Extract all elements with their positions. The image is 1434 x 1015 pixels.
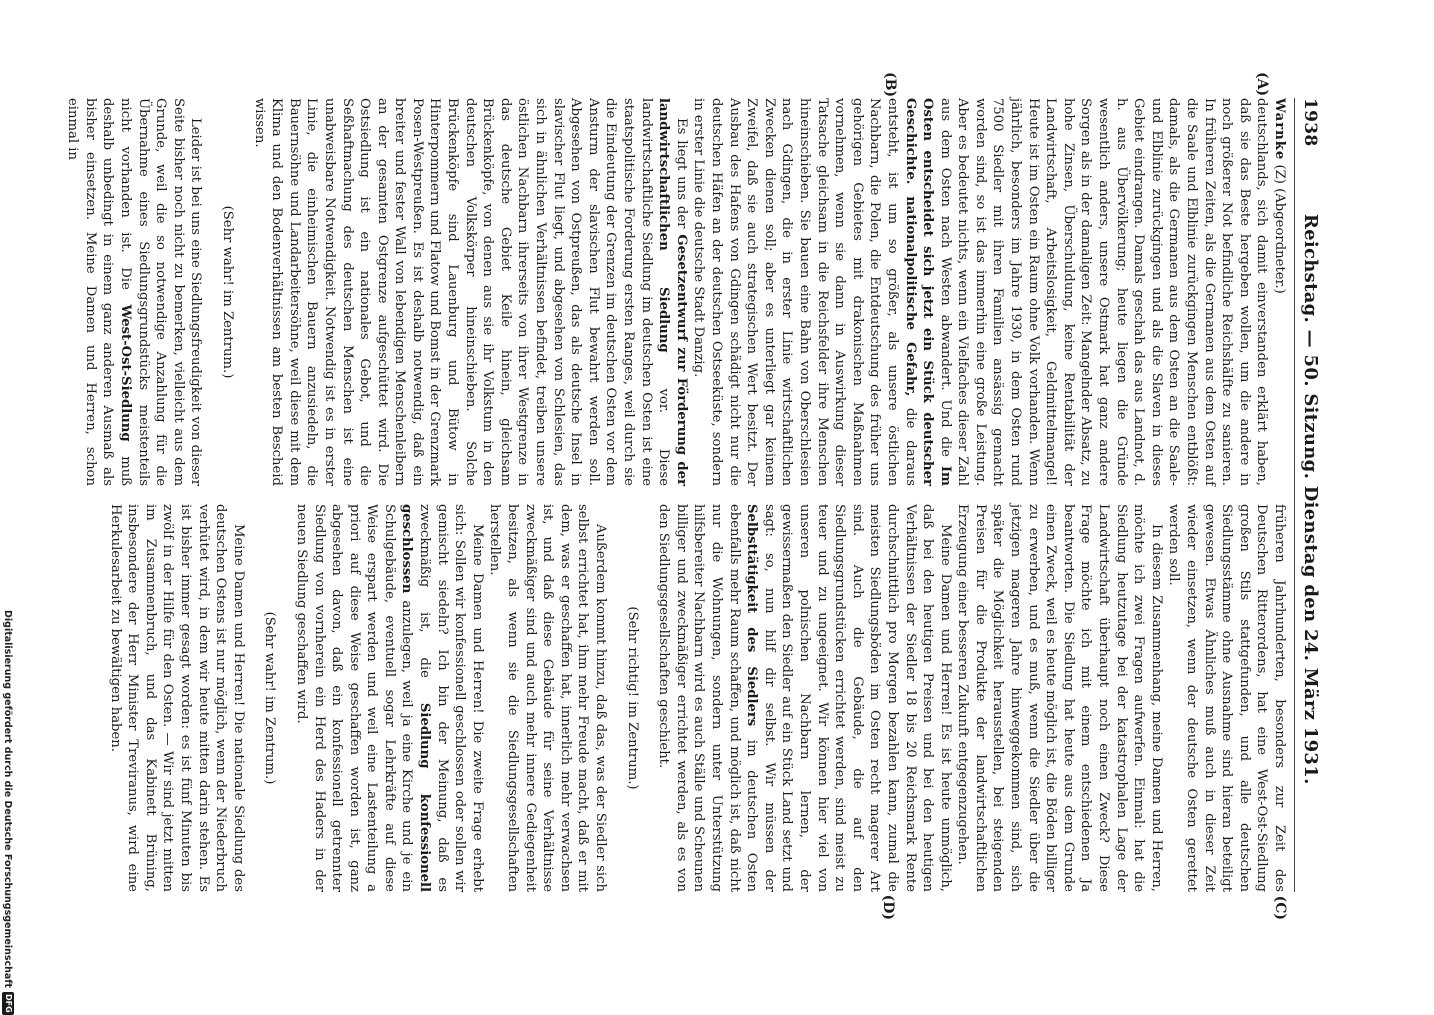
right-para3-text: Meine Damen und Herren! Es ist heute unmöglich, daß bei den heutigen Preisen und bei den heutigen Verhältnissen der Siedler 18 bis 20 Reichsmark Rente durchschnittlich pro Morgen bezahlen kann, zumal die meisten Siedlungsböden im Osten recht magerer Art sind. Auch die Gebäude, die auf den Siedlungsgrundstücken errichtet werden, sind meist zu teuer und zu ungeeignet. Wir können hier viel von unseren polnischen Nachbarn lernen, der gewissermaßen den Siedler auf ein Stück Land setzt und sagt: so, nun hilf dir selbst. Wir müssen der xyxy=(761,504,953,892)
left-bold-2: nationalpolitische Gefahr, xyxy=(902,196,918,397)
right-para5-intro: Meine Damen und Herren! Die zweite Frage erhebt sich: Sollen wir konfessionell geschlossen oder sollen wir gemischt siedeln? Ich bin der Meinung, daß es zweckmäßig ist, die xyxy=(417,504,485,892)
page-header xyxy=(1294,98,1321,892)
digitization-credit xyxy=(2,610,16,1013)
left-para1-text: deutschlands, sich damit einverstanden erklärt haben, daß sie das Beste hergeben wollen, um die andere in noch größerer Not befindliche Reichshälfte zu sanieren. In früheren Zeiten, als die Germanen aus dem Osten auf die Saale und Elblinie zurückgingen Menschen entblößt: damals, als die Germanen aus dem Osten an die Saale- und Elblinie zurückgingen und als die Slaven in dieses Gebiet eindrangen. Damals geschah das aus Landnot, d. h. aus Übervölkerung; heute liegen die Gründe wesentlich anders, unsere Ostmark hat ganz andere Sorgen als in der damaligen Zeit: Mangelnder Absatz, zu hohe Zinsen, Überschuldung, keine Rentabilität der Landwirtschaft, Arbeitslosigkeit, Geldmittelmangel! Heute ist im Osten ein Raum ohne Volk vorhanden. Wenn jährlich, besonders im Jahre 1930, in dem Osten rund 7500 Siedler mit ihren Familien ansässig gemacht worden sind, so ist das immerhin eine große Leistung. Aber es bedeutet nichts, wenn ein Vielfaches dieser Zahl aus dem Osten nach Westen abwandert. Und die xyxy=(937,98,1270,486)
text-columns xyxy=(64,72,1288,920)
left-para2-text: vor. Diese landwirtschaftliche Siedlung im deutschen Osten ist eine staatspolitische Forderung ersten Ranges, weil durch sie die Eindeutung der Grenzen im deutschen Osten vor dem Ansturm der slavischen Flut bewahrt werden soll. Abgesehen von Ostpreußen, das als deutsche Insel in slavischer Flut liegt, und abgesehen von Schlesien, das sich in ähnlichen Verhältnissen befindet, treiben unsere östlichen Nachbarn ihrerseits von ihrer Westgrenze in das deutsche Gebiet Keile hinein, gleichsam Brückenköpfe, von denen aus sie ihr Volkstum in den deutschen Volkskörper hineinschieben. Solche Brückenköpfe sind Lauenburg und Bütow in Hinterpommern und Flatow und Bomst in der Grenzmark Posen-Westpreußen. Es ist deshalb notwendig, daß ein breiter und fester Wall von lebendigen Menschenleibern an der gesamten Ostgrenze aufgeschüttet wird. Die Ostsiedlung ist ein nationales Gebot, und die Seßhaftmachung des deutschen Menschen ist eine unabweisbare Notwendigkeit. Notwendig ist es in erster Linie, die einheimischen Bauern anzusiedeln, die Bauernsöhne und Landarbeitersöhne, weil diese mit dem Klima und den Bodenverhältnissen am besten Bescheid wissen. xyxy=(251,98,672,487)
speaker-line xyxy=(1270,98,1288,486)
left-para3-text: Leider ist bei uns eine Siedlungsfreudigkeit von dieser Seite bisher noch nicht zu bemerken, vielleicht aus dem Grunde, weil die so notwendige Anzahlung für die Übernahme eines Siedlungsgrundstücks meistenteils nicht vorhanden ist. Die xyxy=(118,98,204,486)
right-column xyxy=(64,504,1288,920)
right-para3-text-b: im deutschen Osten ebenfalls mehr Raum schaffen, und möglich ist, daß nicht nur die Wohnungen, sondern unter Unterstützung hilfsbereiter Nachbarn wird es auch Ställe und Scheunen billiger und zweckmäßiger errichtet werden, als es von den Siedlungsgesellschaften geschieht. xyxy=(656,504,760,892)
left-paragraph-2 xyxy=(250,98,690,486)
margin-marker-d: (D) xyxy=(880,894,896,920)
right-paragraph-5 xyxy=(292,504,486,892)
dfg-logo-icon: DFG xyxy=(4,993,13,1013)
left-para3-text-b: muß deshalb unbedingt in einem ganz anderen Ausmaß als bisher einsetzen. Meine Damen und Herren, schon einmal in xyxy=(65,98,133,486)
right-interjection-2: (Sehr wahr! im Zentrum.) xyxy=(262,611,278,785)
margin-marker-b: (B) xyxy=(882,72,898,98)
right-interjection-1: (Sehr richtig! im Zentrum.) xyxy=(624,606,640,790)
right-paragraph-4: Außerdem kommt hinzu, daß das, was der Siedler sich selbst errichtet hat, ihm mehr Freude macht, daß er mit dem, was er geschaffen hat, innerlich mehr verwachsen ist, und daß diese Gebäude für seine Verhältnisse zweckmäßiger sind und auch mehr innere Gediegenheit besitzen, als wenn sie die Siedlungsgesellschaften herstellen. xyxy=(487,504,609,892)
left-interjection: (Sehr wahr! im Zentrum.) xyxy=(219,205,235,379)
page-number: 1938 xyxy=(1300,98,1320,147)
right-bold-1: Selbsttätigkeit des Siedlers xyxy=(744,504,760,727)
margin-marker-c: (C) xyxy=(1272,895,1288,920)
left-paragraph-1 xyxy=(690,98,1271,486)
speaker-note: (Z) (Abgeordneter.) xyxy=(1272,164,1287,294)
left-para2-intro: Es liegt uns der xyxy=(673,118,689,229)
margin-marker-a: (A) xyxy=(1254,72,1270,97)
right-paragraph-3 xyxy=(655,504,954,892)
right-paragraph-2: In diesem Zusammenhang, meine Damen und Herren, möchte ich zwei Fragen aufwerfen. Einmal: hat die Siedlung heutzutage bei der katastrophalen Lage der Landwirtschaft überhaupt noch einen Zweck? Diese Frage möchte ich mit einem entschiedenen Ja beantworten. Die Siedlung hat heute aus dem Grunde einen Zweck, weil es heute möglich ist, die Böden billiger zu erwerben, und es muß, wenn die Siedler über die jetzigen mageren Jahre hinweggekommen sind, sich später die Möglichkeit herausstellen, bei steigenden Preisen für die Produkte der landwirtschaftlichen Erzeugung einer besseren Zukunft entgegenzugehen. xyxy=(955,504,1164,892)
right-para5-text: anzulegen, weil ja eine Kirche und je ein Schulgebäude, eventuell sogar Lehrkräfte auf diese Weise erspart werden und weil eine Lastenteilung a priori auf diese Weise geschaffen worden ist, ganz abgesehen davon, daß ein konfessionell getrennter Siedlung von vornherein ein Herd des Haders in der neuen Siedlung geschaffen wird. xyxy=(293,504,415,892)
left-paragraph-3 xyxy=(64,98,205,486)
right-bold-2: Siedlung konfessionell geschlossen xyxy=(399,504,433,892)
credit-rotated xyxy=(1,610,15,1013)
left-bold-1: Im Osten entscheidet sich jetzt ein Stück deutscher Geschichte. xyxy=(902,98,953,486)
left-column xyxy=(64,72,1288,487)
rotated-page xyxy=(65,72,1321,920)
page-title: Reichstag. — 50. Sitzung. Dienstag den 24. März 1931. xyxy=(1300,213,1321,785)
left-bold-4: West-Ost-Siedlung xyxy=(118,304,133,442)
left-para1-text-b: die daraus entsteht, ist um so größer, als unsere östlichen Nachbarn, die Polen, die Entdeutschung des früher uns gehörigen Gebietes mit drakonischen Maßnahmen vornehmen, wenn sie dann in Auswirkung dieser Tatsache gleichsam in die Reichsfelder ihre Menschen hineinschieben. Sie bauen eine Bahn von Oberschlesien nach Gdingen, die in erster Linie wirtschaftlichen Zwecken dienen soll; aber es unterliegt gar keinem Zweifel, daß sie auch strategischen Wert besitzt. Der Ausbau des Hafens von Gdingen schädigt nicht nur die deutschen Häfen an der deutschen Ostseeküste, sondern in erster Linie die deutsche Stadt Danzig. xyxy=(691,98,918,487)
right-paragraph-6: Meine Damen und Herren! Die nationale Siedlung des deutschen Ostens ist nur möglich, wenn der Niederbruch verhütet wird, in dem wir heute mitten darin stehen. Es ist bisher immer gesagt worden: es ist fünf Minuten bis zwölf in der Hilfe für den Osten. — Wir sind jetzt mitten im Zusammenbruch, und das Kabinett Brüning, insbesondere der Herr Minister Treviranus, wird eine Herkulesarbeit zu bewältigen haben. xyxy=(107,504,246,892)
credit-text: Digitalisierung gefördert durch die Deutsche Forschungsgemeinschaft xyxy=(2,610,14,988)
left-bold-3: Gesetzentwurf zur Förderung der landwirtschaftlichen Siedlung xyxy=(656,98,689,486)
speaker-name: Warnke xyxy=(1272,98,1287,161)
right-paragraph-1: früheren Jahrhunderten, besonders zur Zeit des Deutschen Ritterordens, hat eine West-Ost-Siedlung großen Stils stattgefunden, und alle deutschen Siedlungsstämme ohne Ausnahme sind hieran beteiligt gewesen. Etwas Ähnliches muß auch in dieser Zeit wieder einsetzen, wenn der deutsche Osten gerettet werden soll. xyxy=(1166,504,1287,892)
